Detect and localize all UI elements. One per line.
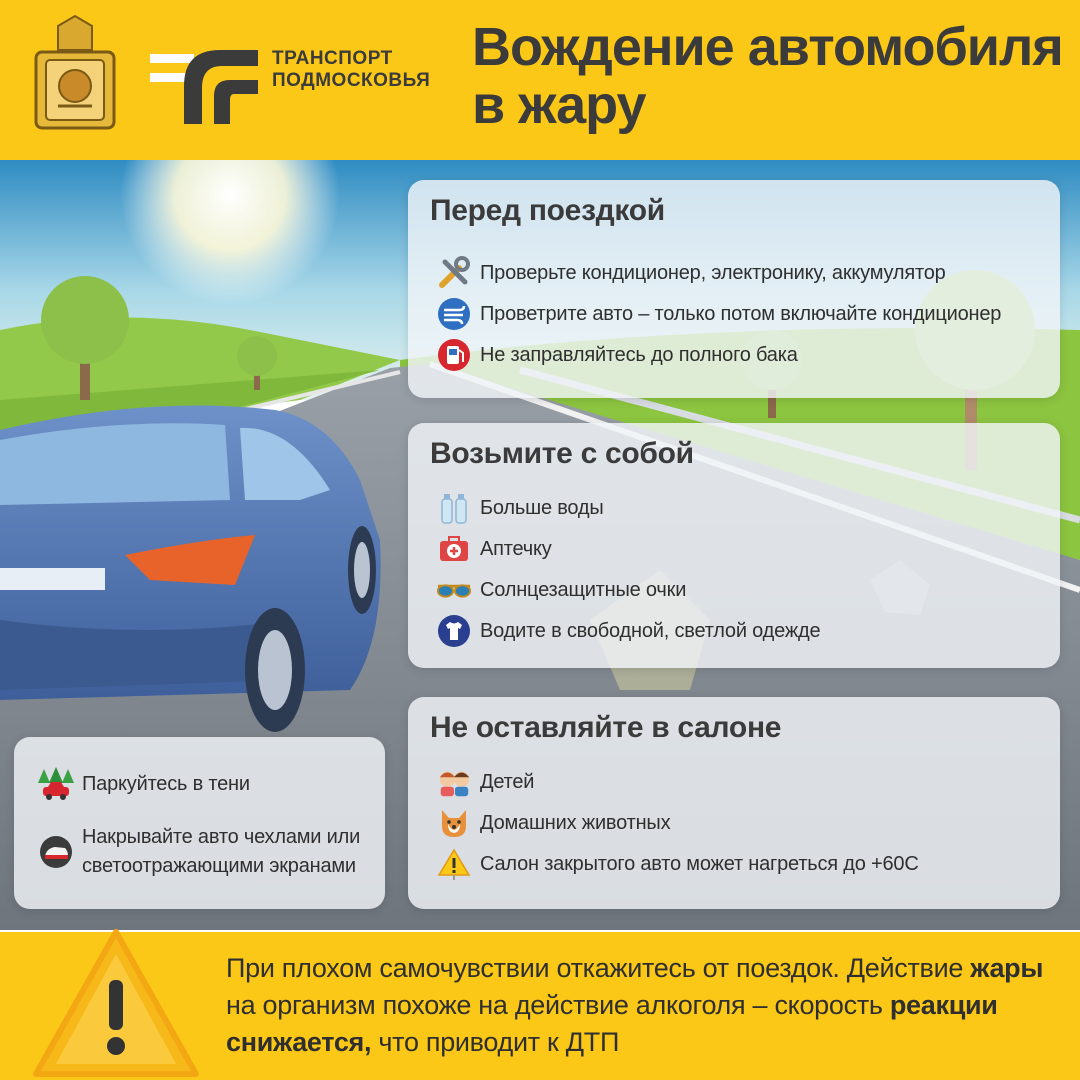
car [0,406,381,733]
item-text: Не заправляйтесь до полного бака [480,343,798,366]
item-text: Накрывайте авто чехлами или светоотражающими экранами [82,826,361,877]
item-text: Домашних животных [480,811,671,834]
take-along-card [408,423,1060,668]
wind-icon [436,297,472,331]
item-text: Проветрите авто – только потом включайте кондиционер [480,302,1002,325]
item-text: Детей [480,770,535,793]
parking-card [14,737,385,909]
list-item [436,847,919,881]
dont-leave-card [408,697,1060,909]
item-text: Водите в свободной, светлой одежде [480,619,821,642]
item-text: Больше воды [480,496,604,519]
first-aid-kit-icon [436,532,472,566]
warning-text-part: что приводит к ДТП [371,1027,620,1057]
list-item [436,256,946,290]
take-along-title: Возьмите с собой [430,437,694,470]
list-item [436,573,686,607]
warning-sign-icon [30,924,202,1080]
warning-text-part: на организм похоже на действие алкоголя – скорость [226,990,890,1020]
water-bottles-icon [436,491,472,525]
children-icon [436,765,472,799]
transport-logo-mark [150,46,260,128]
list-item [436,806,670,840]
warning-highlight: жары [970,953,1044,983]
list-item [436,765,534,799]
item-text: Солнцезащитные очки [480,578,687,601]
before-trip-card [408,180,1060,398]
list-item [436,297,1001,331]
tshirt-icon [436,614,472,648]
warning-highlight: реакции [889,990,998,1020]
car-cover-icon [38,835,74,869]
page-title: Вождение автомобиля в жару [472,17,1063,135]
tools-icon [436,256,472,290]
list-item [38,823,360,881]
car-in-shade-icon [38,767,74,801]
list-item [436,491,604,525]
dog-icon [436,806,472,840]
item-text: Салон закрытого авто может нагреться до +60С [480,852,919,875]
item-text: Аптечку [480,537,552,560]
coat-of-arms-emblem [28,14,122,134]
list-item [436,532,552,566]
warning-text-part: При плохом самочувствии откажитесь от поездок. Действие [226,953,971,983]
before-trip-title: Перед поездкой [430,194,665,227]
warning-icon [436,847,472,881]
list-item [38,767,250,801]
bottom-warning-text [226,950,1046,1061]
sunglasses-icon [436,573,472,607]
list-item [436,338,798,372]
item-text: Паркуйтесь в тени [82,772,250,795]
dont-leave-title: Не оставляйте в салоне [430,711,782,744]
brand-name: ТРАНСПОРТ ПОДМОСКОВЬЯ [272,48,431,91]
fuel-icon [436,338,472,372]
list-item [436,614,820,648]
warning-highlight: снижается, [226,1027,372,1057]
item-text: Проверьте кондиционер, электронику, аккумулятор [480,261,946,284]
header-bar [0,0,1080,160]
